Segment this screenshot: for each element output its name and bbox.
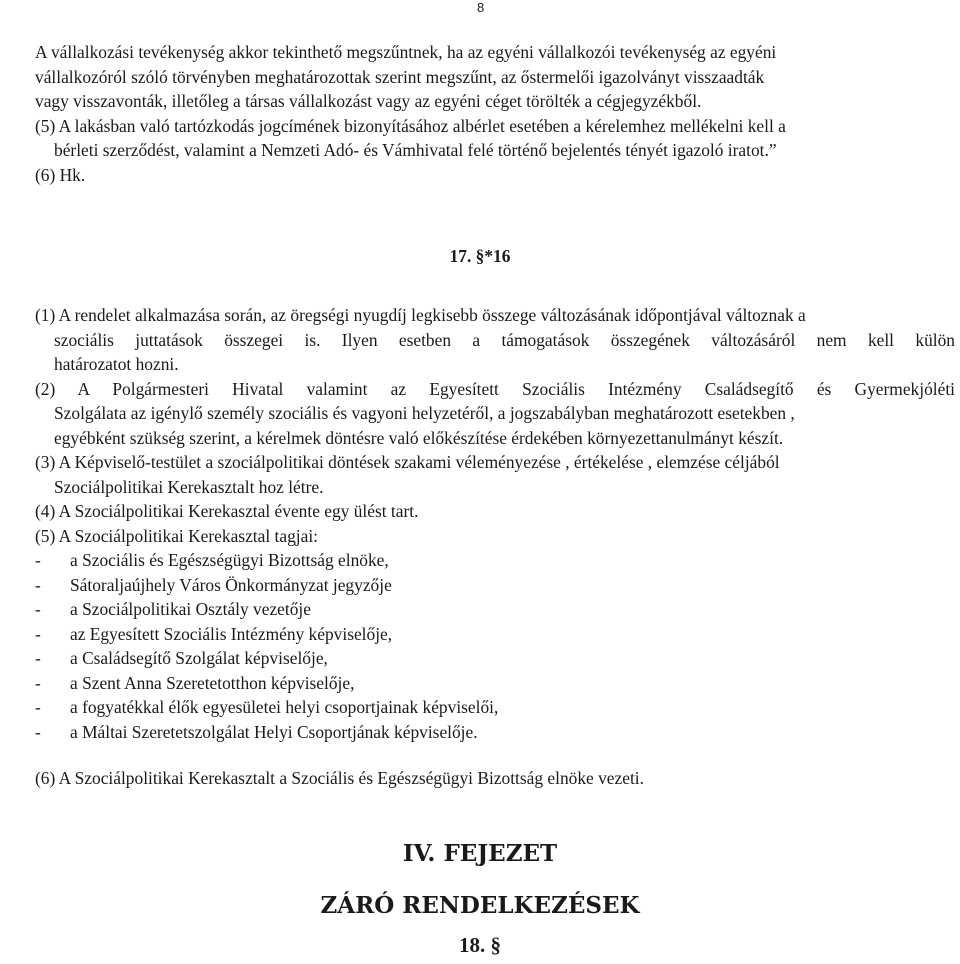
paragraph-2-line: (2) A Polgármesteri Hivatal valamint az Egyesített Szociális Intézmény Családsegítő és Gyermekjóléti [35, 378, 955, 399]
paragraph-6: (6) A Szociálpolitikai Kerekasztalt a Szociális és Egészségügyi Bizottság elnöke vezeti. [35, 768, 644, 788]
list-dash: - [35, 574, 41, 595]
article-18-heading: 18. § [459, 933, 501, 957]
list-item-text: a fogyatékkal élők egyesületei helyi csoportjainak képviselői, [70, 697, 499, 717]
list-dash: - [35, 599, 41, 619]
paragraph-2-line: egyébként szükség szerint, a kérelmek döntésre való előkészítése érdekében környezettanulmányt készít. [54, 427, 784, 448]
list-dash: - [35, 672, 41, 693]
paragraph-4: (4) A Szociálpolitikai Kerekasztal évente egy ülést tart. [35, 501, 419, 521]
list-item-text: az Egyesített Szociális Intézmény képviselője, [70, 623, 393, 644]
list-item-text: a Szociális és Egészségügyi Bizottság elnöke, [70, 550, 389, 570]
list-item [35, 573, 955, 598]
chapter-heading: IV. FEJEZET [402, 840, 558, 867]
paragraph-1-line: határozatot hozni. [54, 354, 179, 374]
paragraph-5-line: bérleti szerződést, valamint a Nemzeti Adó- és Vámhivatal felé történő bejelentés tényét igazoló iratot.” [54, 140, 777, 160]
list-item [35, 671, 955, 696]
paragraph-5-line: (5) A lakásban való tartózkodás jogcímének bizonyításához albérlet esetében a kérelemhez mellékelni kell a [35, 115, 786, 136]
page-number: 8 [477, 0, 485, 15]
list-item [35, 695, 955, 720]
paragraph-6: (6) Hk. [35, 164, 86, 185]
list-item-text: a Családsegítő Szolgálat képviselője, [70, 648, 328, 668]
paragraph-3-line: (3) A Képviselő-testület a szociálpolitikai döntések szakami véleményezése , értékelése , elemzése céljából [35, 452, 780, 472]
list-dash: - [35, 550, 41, 570]
list-item [35, 597, 955, 622]
paragraph-line: A vállalkozási tevékenység akkor tekinthető megszűntnek, ha az egyéni vállalkozói tevékenység az egyéni [35, 42, 777, 62]
paragraph-1-line: (1) A rendelet alkalmazása során, az öregségi nyugdíj legkisebb összege változásának időpontjával változnak a [35, 305, 806, 325]
paragraph-line: vagy visszavonták, illetőleg a társas vállalkozást vagy az egyéni céget törölték a cégjegyzékből. [35, 91, 702, 111]
list-item-text: a Szociálpolitikai Osztály vezetője [70, 599, 311, 619]
section-16-tail [35, 40, 955, 187]
list-item [35, 622, 955, 647]
paragraph-2-line: Szolgálata az igénylő személy szociális és vagyoni helyzetéről, a jogszabályban meghatározott esetekben , [54, 403, 795, 423]
list-item-text: a Szent Anna Szeretetotthon képviselője, [70, 672, 355, 693]
list-dash: - [35, 648, 41, 668]
paragraph-1-line: szociális juttatások összegei is. Ilyen esetben a támogatások összegének változásáról nem kell külön [54, 329, 955, 350]
list-item-text: Sátoraljaújhely Város Önkormányzat jegyzője [70, 574, 392, 595]
section-17-body [35, 303, 955, 791]
list-item-text: a Máltai Szeretetszolgálat Helyi Csoportjának képviselője. [70, 721, 478, 742]
list-item [35, 720, 955, 745]
list-dash: - [35, 721, 41, 742]
paragraph-3-line: Szociálpolitikai Kerekasztalt hoz létre. [54, 476, 324, 497]
paragraph-line: vállalkozóról szóló törvényben meghatározottak szerint megszűnt, az őstermelői igazolványt visszaadták [35, 66, 765, 87]
list-dash: - [35, 697, 41, 717]
paragraph-5: (5) A Szociálpolitikai Kerekasztal tagjai: [35, 525, 318, 546]
chapter-title: ZÁRÓ RENDELKEZÉSEK [320, 892, 640, 919]
list-item [35, 548, 955, 573]
list-item [35, 646, 955, 671]
article-17-heading: 17. §*16 [449, 246, 511, 266]
list-dash: - [35, 623, 41, 644]
